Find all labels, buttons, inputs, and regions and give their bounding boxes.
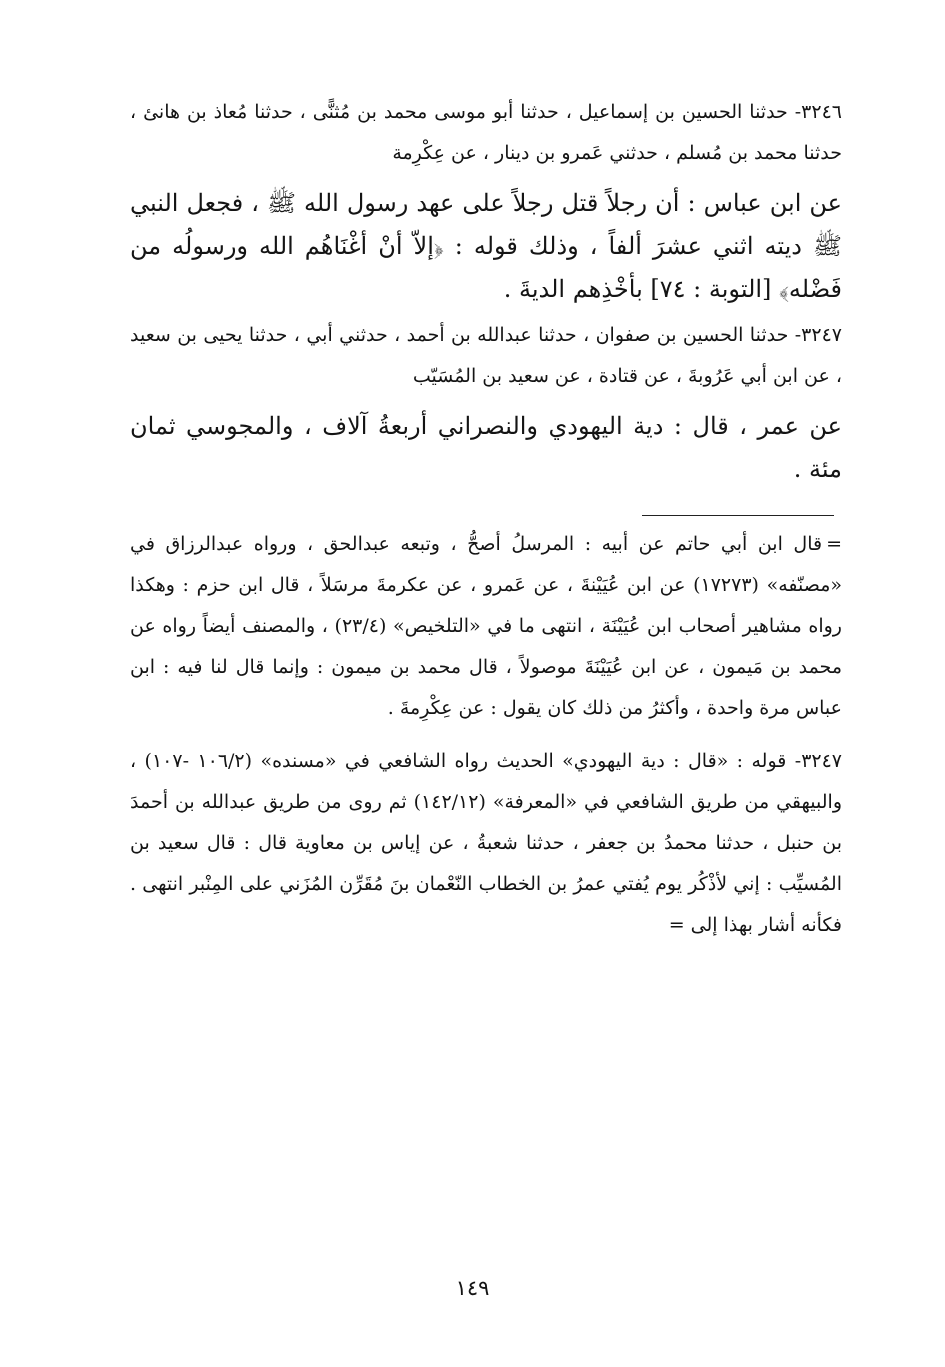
footnote-3247-text: ٣٢٤٧- قوله : «قال : دية اليهودي» الحديث رواه الشافعي في «مسنده» (١٠٦/٢ -١٠٧) ، والبيهقي من طريق الشافعي في «المعرفة» (١٤٢/١٢) ثم روى من طريق عبدالله بن أحمدَ بن حنبل ، حدثنا محمدُ بن جعفر ، حدثنا شعبةُ ، عن إياس بن معاوية قال : قال سعيد بن المُسيِّب : إني لأذْكُر يوم يُفتي عمرُ بن الخطاب النّعْمان بنَ مُقَرِّن المُزَني على المِنْبر انتهى . فكأنه أشار بهذا إلى [130, 750, 843, 936]
hadith-3247-isnad: ٣٢٤٧- حدثنا الحسين بن صفوان ، حدثنا عبدالله بن أحمد ، حدثني أبي ، حدثنا يحيى بن سعيد ، عن ابن أبي عَرُوبةَ ، عن قتادة ، عن سعيد بن المُسَيّب [130, 324, 842, 387]
footnote-continued-text: قال ابن أبي حاتم عن أبيه : المرسلُ أصحُّ ، وتبعه عبدالحق ، ورواه عبدالرزاق في «مصنّفه» (١٧٢٧٣) عن ابن عُيَيْنةَ ، عن عَمرو ، عن عكرمةَ مرسَلاً ، قال ابن حزم : وهكذا رواه مشاهير أصحاب ابن عُيَيْنَة ، انتهى ما في «التلخيص» (٢٣/٤) ، والمصنف أيضاً رواه عن محمد بن مَيمون ، عن ابن عُيَيْنَةَ موصولاً ، قال محمد بن ميمون : وإنما قال لنا فيه : ابن عباس مرة واحدة ، وأكثرُ من ذلك كان يقول : عن عِكْرِمةَ . [130, 533, 842, 719]
trailing-continuation-mark: = [668, 914, 685, 936]
page-body [130, 92, 842, 1352]
page-number: ١٤٩ [455, 1276, 490, 1300]
hadith-3247-matn: عن عمر ، قال : دية اليهودي والنصراني أربعةُ آلاف ، والمجوسي ثمان مئة . [130, 412, 842, 483]
footnote-3247 [130, 741, 842, 946]
footnote-separator [642, 515, 834, 516]
hadith-3246-matn: عن ابن عباس : أن رجلاً قتل رجلاً على عهد رسول الله ﷺ ، فجعل النبي ﷺ ديته اثني عشرَ ألفاً ، وذلك قوله : ﴿إلاّ أنْ أغْنَاهُم الله ورسولُه من فَضْله﴾ [التوبة : ٧٤] بأخْذِهم الديةَ . [130, 189, 842, 303]
continuation-mark: = [826, 533, 842, 555]
hadith-3246-isnad: ٣٢٤٦- حدثنا الحسين بن إسماعيل ، حدثنا أبو موسى محمد بن مُثنًّى ، حدثنا مُعاذ بن هانئ ، حدثنا محمد بن مُسلم ، حدثني عَمرو بن دينار ، عن عِكْرِمة [130, 101, 842, 164]
footnote-continued [130, 524, 842, 729]
